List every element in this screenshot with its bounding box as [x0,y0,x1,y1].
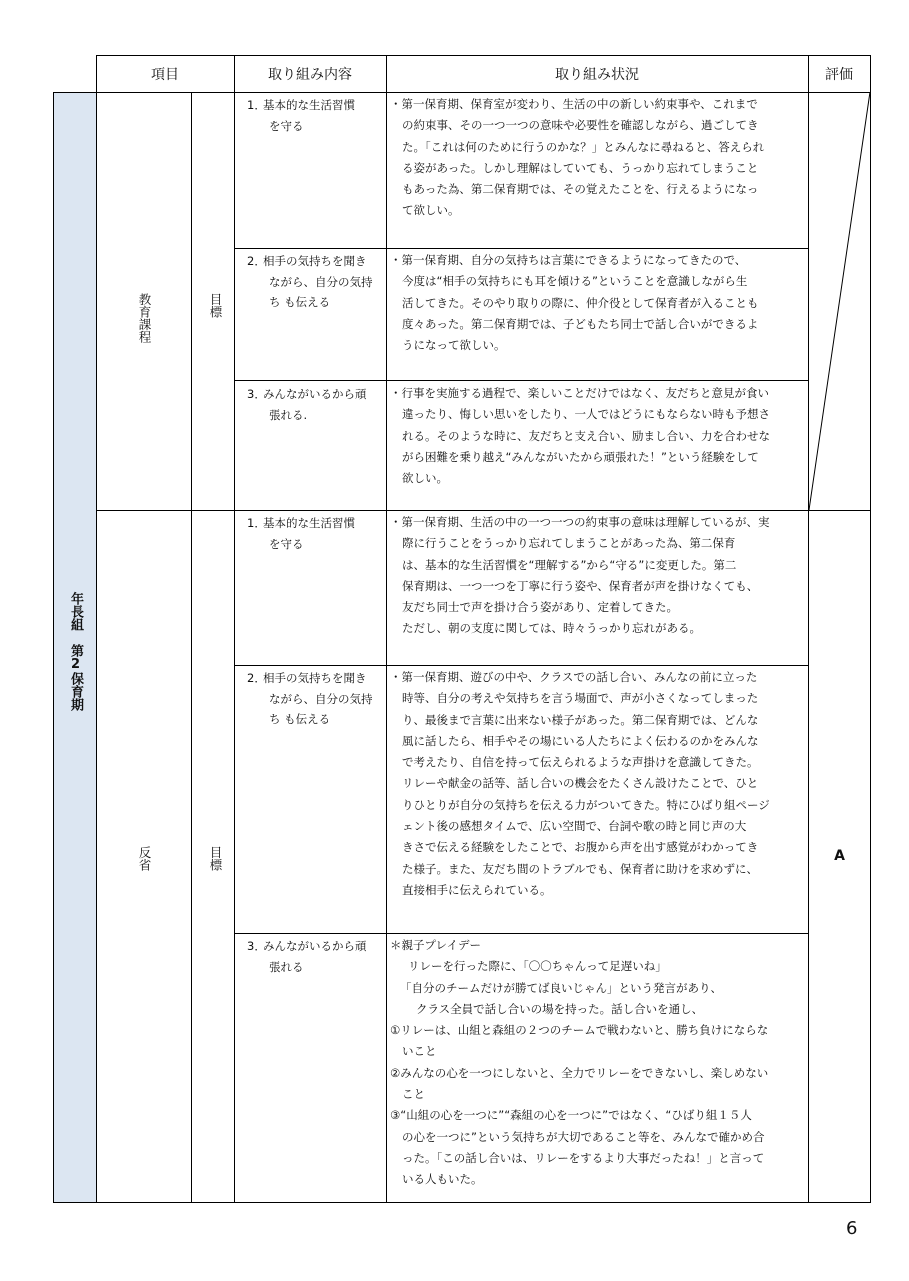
col-divider-4 [386,55,387,1202]
status-cell [390,383,806,489]
status-line: 際に行うことをうっかり忘れてしまうことがあった為、第二保育 [402,536,736,551]
status-line: りひとりが自分の気持ちを伝える力がついてきた。特にひばり組ページ [402,797,770,812]
item-number: 2． [247,671,266,685]
header-grade: 評価 [825,66,853,83]
status-line: 今度は“相手の気持ちにも耳を傾ける”ということを意識しながら生 [402,274,748,289]
status-cell [390,94,806,222]
status-line: ただし、朝の支度に関しては、時々うっかり忘れがある。 [402,621,701,636]
status-line: こと [402,1087,425,1102]
table-left-border [53,92,54,1202]
status-line: 度々あった。第二保育期では、子どもたち同士で話し合いができるよ [402,316,759,331]
section2-label: 反省 [137,846,152,871]
status-line: リレーや献金の話等、話し合いの機会をたくさん設けたことで、ひと [402,776,759,791]
status-line: 保育期は、一つ一つを丁寧に行う姿や、保育者が声を掛けなくても、 [402,578,759,593]
status-line: て欲しい。 [402,203,460,218]
status-line: は、基本的な生活習慣を“理解する”から“守る”に変更した。第二 [402,557,737,572]
status-line: る姿があった。しかし理解はしていても、うっかり忘れてしまうこと [402,160,759,175]
header-content: 取り組み内容 [268,66,352,83]
item-number: 1． [247,516,266,530]
row-divider [234,380,808,381]
status-line: 風に話したら、相手やその場にいる人たちによく伝わるのかをみんな [402,733,759,748]
status-line: 欲しい。 [402,471,448,486]
status-line: った。「この話し合いは、リレーをするより大事だったね！」と言って [402,1150,765,1165]
status-line: ェント後の感想タイムで、広い空間で、台詞や歌の時と同じ声の大 [402,819,747,834]
item-title-cont: 張れる. [269,407,308,422]
status-line: もあった為、第二保育期では、その覚えたことを、行えるようになっ [402,182,759,197]
status-line: ・第一保育期、生活の中の一つ一つの約束事の意味は理解しているが、実 [390,515,770,529]
item-number: 1． [247,98,266,112]
item-cell [241,936,383,977]
item-title: みんながいるから頑 [263,387,367,401]
section1-label: 教育課程 [137,293,152,343]
status-line: リレーを行った際に、「〇〇ちゃんって足遅いね」 [408,959,667,974]
row-divider [234,933,808,934]
status-line: で考えたり、自信を持って伝えられるような声掛けを意識してきた。 [402,755,759,770]
status-line: きさで伝える経験をしたことで、お腹から声を出す感覚がわかってき [402,840,759,855]
status-line: うになって欲しい。 [402,338,506,353]
row-divider [234,248,808,249]
status-cell [390,667,806,901]
section2-sub-label: 目標 [208,846,223,871]
status-line: ・第一保育期、自分の気持ちは言葉にできるようになってきたので、 [390,253,747,267]
status-line: 時等、自分の考えや気持ちを言う場面で、声が小さくなってしまった [402,691,759,706]
col-divider-2 [191,92,192,1202]
item-title-cont: ながら、自分の気持ち も伝える [269,274,373,309]
status-line: 友だち同士で声を掛け合う姿があり、定着してきた。 [402,600,678,615]
empty-grade-diagonal [808,92,871,511]
col-divider-1 [96,55,97,1202]
status-line: ③“山組の心を一つに”“森組の心を一つに”ではなく、“ひばり組１５人 [390,1108,752,1123]
page-number: 6 [846,1218,858,1239]
status-line: いる人もいた。 [402,1172,483,1187]
item-cell [241,668,383,730]
item-number: 3． [247,387,266,401]
header-item: 項目 [151,66,179,83]
status-line: ・第一保育期、遊びの中や、クラスでの話し合い、みんなの前に立った [390,670,758,684]
status-line: の心を一つに”という気持ちが大切であること等を、みんなで確かめ合 [402,1129,765,1144]
status-line: た。「これは何のために行うのかな？」とみんなに尋ねると、答えられ [402,139,765,154]
status-cell [390,250,806,356]
status-cell [390,512,806,640]
item-title-cont: を守る [269,536,304,551]
item-cell [241,95,383,136]
status-line: ①リレーは、山組と森組の２つのチームで戦わないと、勝ち負けにならな [390,1023,769,1038]
status-line: り、最後まで言葉に出来ない様子があった。第二保育期では、どんな [402,712,759,727]
item-title: 相手の気持ちを聞き [263,254,367,268]
status-line: ・行事を実施する過程で、楽しいことだけではなく、友だちと意見が食い [390,386,770,400]
status-line: クラス全員で話し合いの場を持った。話し合いを通し、 [416,1001,704,1016]
item-cell [241,384,383,425]
status-cell [390,935,806,1191]
row-divider [234,665,808,666]
grade-value: A [834,848,845,864]
item-title-cont: 張れる [269,959,304,974]
item-number: 2． [247,254,266,268]
status-line: た様子。また、友だち間のトラブルでも、保育者に助けを求めずに、 [402,861,759,876]
status-line: がら困難を乗り越え“みんながいたから頑張れた！”という経験をして [402,449,759,464]
status-line: 違ったり、悔しい思いをしたり、一人ではどうにもならない時も予想さ [402,407,770,422]
item-title-cont: ながら、自分の気持ち も伝える [269,691,373,726]
status-line: ＊親子プレイデー [390,938,481,952]
item-number: 3． [247,939,266,953]
section1-sub-label: 目標 [208,293,223,318]
status-line: いこと [402,1044,437,1059]
header-bottom-border [53,92,871,93]
item-cell [241,251,383,313]
status-line: れる。そのような時に、友だちと支え合い、励まし合い、力を合わせな [402,428,770,443]
item-cell [241,513,383,554]
item-title-cont: を守る [269,118,304,133]
col-divider-3 [234,55,235,1202]
header-status: 取り組み状況 [555,66,639,83]
status-line: ②みんなの心を一つにしないと、全力でリレーをできないし、楽しめない [390,1065,769,1080]
table-bottom-border [53,1202,871,1203]
status-line: の約束事、その一つ一つの意味や必要性を確認しながら、過ごしてき [402,118,759,133]
status-line: 「自分のチームだけが勝てば良いじゃん」という発言があり、 [400,980,722,995]
item-title: みんながいるから頑 [263,939,367,953]
side-label: 年長組 第2保育期 [68,592,83,711]
section-divider [96,510,871,511]
status-line: 活してきた。そのやり取りの際に、仲介役として保育者が入ることも [402,295,759,310]
item-title: 基本的な生活習慣 [263,516,355,530]
status-line: ・第一保育期、保育室が変わり、生活の中の新しい約束事や、これまで [390,97,758,111]
item-title: 基本的な生活習慣 [263,98,355,112]
item-title: 相手の気持ちを聞き [263,671,367,685]
status-line: 直接相手に伝えられている。 [402,882,552,897]
